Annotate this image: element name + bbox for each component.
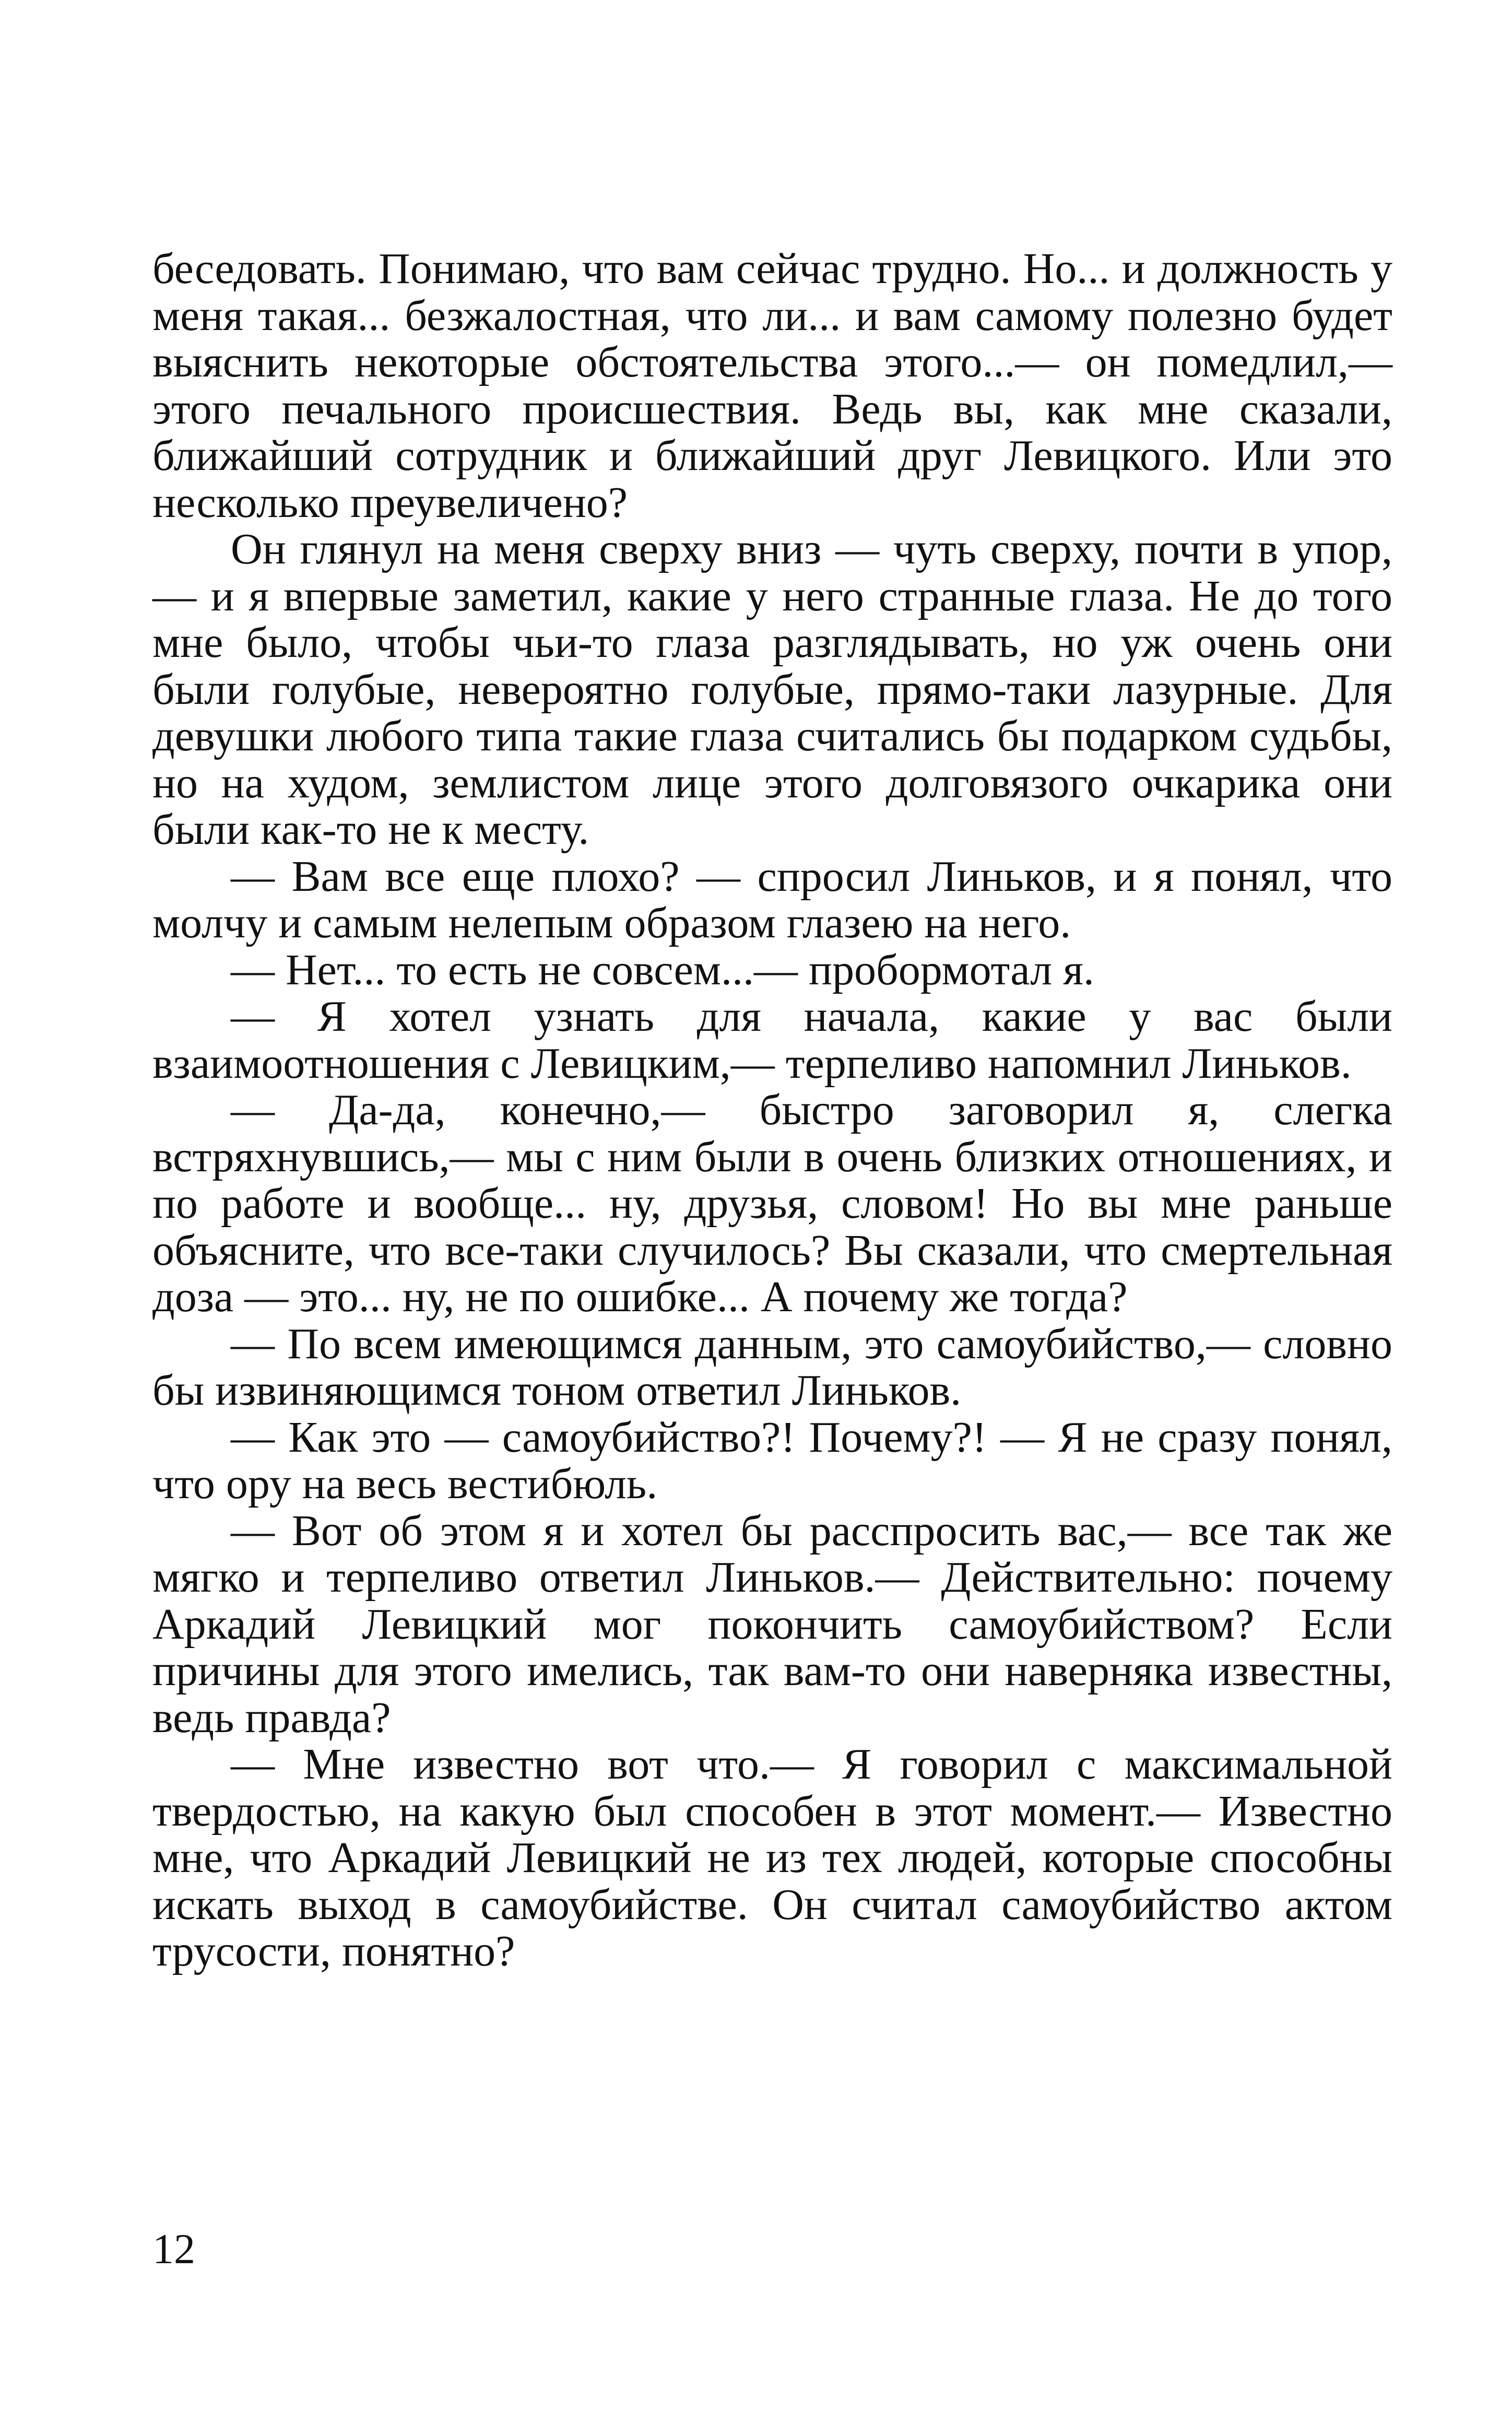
- paragraph-6: — Да-да, конечно,— быстро заговорил я, слегка встряхнувшись,— мы с ним были в очень близких отношениях, и по работе и вообще... ну, друзья, словом! Но вы мне раньше объясните, что все-таки случилось? Вы сказали, что смертельная доза — это... ну, не по ошибке... А почему же тогда?: [152, 1086, 1392, 1321]
- paragraph-3: — Вам все еще плохо? — спросил Линьков, и я понял, что молчу и самым нелепым образом глазею на него.: [152, 852, 1392, 947]
- page-number: 12: [152, 2225, 195, 2273]
- paragraph-7: — По всем имеющимся данным, это самоубийство,— словно бы извиняющимся тоном ответил Линьков.: [152, 1319, 1392, 1415]
- paragraph-5: — Я хотел узнать для начала, какие у вас были взаимоотношения с Левицким,— терпеливо напомнил Линьков.: [152, 992, 1392, 1088]
- paragraph-2: Он глянул на меня сверху вниз — чуть сверху, почти в упор,— и я впервые заметил, какие у него странные глаза. Не до того мне было, чтобы чьи-то глаза разглядывать, но уж очень они были голубые, невероятно голубые, прямо-таки лазурные. Для девушки любого типа такие глаза считались бы подарком судьбы, но на худом, землистом лице этого долговязого очкарика они были как-то не к месту.: [152, 525, 1392, 854]
- paragraph-9: — Вот об этом я и хотел бы расспросить вас,— все так же мягко и терпеливо ответил Линьков.— Действительно: почему Аркадий Левицкий мог покончить самоубийством? Если причины для этого имелись, так вам-то они наверняка известны, ведь правда?: [152, 1506, 1392, 1742]
- paragraph-4: — Нет... то есть не совсем...— пробормотал я.: [231, 945, 1094, 994]
- body-text: [152, 245, 1392, 1975]
- paragraph-1: беседовать. Понимаю, что вам сейчас трудно. Но... и должность у меня такая... безжалостная, что ли... и вам самому полезно будет выяснить некоторые обстоятельства этого...— он помедлил,— этого печального происшествия. Ведь вы, как мне сказали, ближайший сотрудник и ближайший друг Левицкого. Или это несколько преувеличено?: [152, 244, 1392, 527]
- paragraph-10: — Мне известно вот что.— Я говорил с максимальной твердостью, на какую был способен в этот момент.— Известно мне, что Аркадий Левицкий не из тех людей, которые способны искать выход в самоубийстве. Он считал самоубийство актом трусости, понятно?: [152, 1740, 1392, 1975]
- paragraph-8: — Как это — самоубийство?! Почему?! — Я не сразу понял, что ору на весь вестибюль.: [152, 1413, 1392, 1508]
